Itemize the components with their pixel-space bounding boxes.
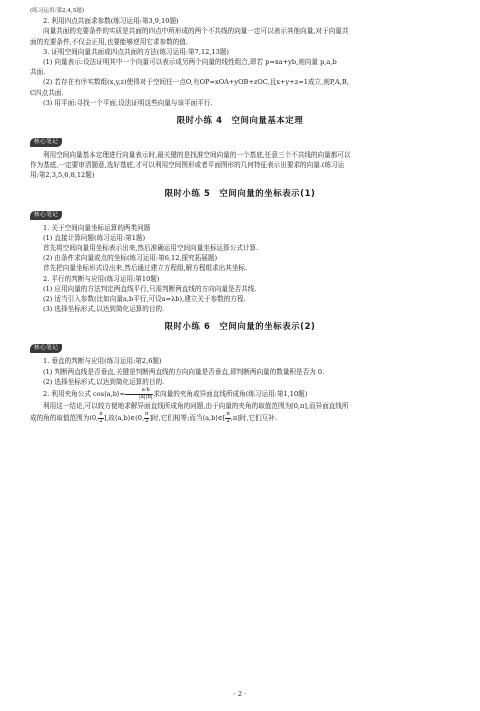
- page-number: · 2 ·: [233, 690, 247, 698]
- text-line: 2. 利用四点共面求参数(练习运用:第3,9,10题): [43, 17, 179, 26]
- text-line: (1) 判断两直线是否垂直,关键是判断两直线的方向向量是否垂直,即判断两向量的数量积是否为 0.: [43, 367, 325, 376]
- text-fragment: ]时,它们相等;而当⟨a,b⟩∈[: [149, 414, 226, 423]
- text-line: 利用这一结论,可以较方便地求解异面直线所成角的问题,由于向量的夹角的取值范围为[0,π],而异面直线所: [43, 402, 349, 411]
- text-line: 用:第2,3,5,6,8,12题): [30, 171, 95, 180]
- section-title: 限时小练 6 空间向量的坐标表示(2): [164, 321, 316, 332]
- text-fragment: ],故⟨a,b⟩∈(0,: [103, 414, 145, 423]
- cosine-fraction: [125, 388, 153, 400]
- text-line: 面的充要条件,不仅会正用,也要能够逆用它求参数的值.: [30, 37, 188, 46]
- fraction-denominator: 2: [99, 417, 103, 424]
- text-fragment: 求向量的夹角或异面直线所成角(练习运用:第1,10题): [153, 390, 308, 399]
- section-title: 限时小练 5 空间向量的坐标表示(1): [164, 187, 316, 198]
- text-fragment: 成的角的取值范围为(0,: [30, 414, 99, 423]
- text-line: 作为基底,一定要审清题意,选好基底,才可以利用空间图形或者平面图形的几何特征表示出要求的向量.(练习运: [30, 161, 345, 170]
- text-line: (1) 应用向量的方法判定两直线平行,只需判断两直线的方向向量是否共线.: [43, 284, 257, 293]
- text-line: (2) 适当引入参数(比如向量a,b平行,可设a=λb),建立关于参数的方程.: [43, 295, 246, 304]
- text-line: 共面.: [30, 68, 46, 77]
- text-line: (2) 由条件求向量或点的坐标(练习运用:第6,12,探究拓展题): [43, 254, 218, 263]
- text-line: 首先将空间向量用坐标表示出来,然后准确运用空间向量坐标运算公式计算.: [43, 244, 259, 253]
- fraction-numerator: π: [226, 411, 230, 418]
- text-line: (1) 直接计算问题(练习运用:第1题): [43, 233, 146, 242]
- fraction-denominator: |a||b|: [139, 393, 153, 400]
- text-line: 首先把向量坐标形式设出来,然后通过建立方程组,解方程组求出其坐标.: [43, 264, 248, 273]
- text-line: (1) 向量表示:设法证明其中一个向量可以表示成另两个向量的线性组合,即若 p=xa+yb,则向量 p,a,b: [43, 58, 337, 67]
- text-line: (练习运用:第2,4,5题): [30, 8, 85, 14]
- fraction-numerator: π: [145, 411, 149, 418]
- text-fragment: ,π]时,它们互补.: [230, 414, 277, 423]
- text-line: (3) 选择坐标形式,以达到简化运算的目的.: [43, 305, 165, 314]
- formula-line: [30, 411, 450, 425]
- text-line: 向量共面的充要条件的实质是共面的四点中所形成的两个不共线的向量一定可以表示其他向量,对于向量共: [43, 27, 349, 36]
- text-line: (2) 选择坐标形式,以达到简化运算的目的.: [43, 377, 165, 386]
- text-fragment: 2. 利用夹角公式 cos⟨a,b⟩=: [43, 390, 126, 399]
- text-line: 3. 证明空间向量共面或四点共面的方法(练习运用:第7,12,13题): [43, 47, 229, 56]
- text-line: (3) 用平面:寻找一个平面,设法证明这些向量与该平面平行.: [43, 98, 213, 107]
- text-line: 1. 关于空间向量坐标运算的两类问题: [43, 223, 151, 232]
- text-line: 2. 平行的判断与应用(练习运用:第10题): [43, 274, 160, 283]
- text-line: (2) 若存在有序实数组(x,y,z)使得对于空间任一点O,有OP=xOA+yOB+zOC,且x+y+z=1成立,则P,A,B,: [43, 78, 349, 87]
- fraction-denominator: 2: [226, 417, 230, 424]
- fraction-numerator: π: [99, 411, 103, 418]
- fraction-denominator: 2: [145, 417, 149, 424]
- fraction-numerator: a·b: [125, 388, 153, 395]
- core-notes-badge: 核心笔记: [30, 138, 62, 147]
- text-line: 1. 垂直的判断与应用(练习运用:第2,6题): [43, 357, 162, 366]
- core-notes-badge: 核心笔记: [30, 344, 62, 353]
- text-line: C四点共面.: [30, 88, 64, 97]
- core-notes-badge: 核心笔记: [30, 211, 62, 220]
- text-line: 利用空间向量基本定理进行向量表示时,最关键的是找准空间向量的一个基底,任意三个不共线的向量都可以: [43, 151, 351, 160]
- section-title: 限时小练 4 空间向量基本定理: [176, 115, 304, 126]
- formula-line: [30, 387, 450, 401]
